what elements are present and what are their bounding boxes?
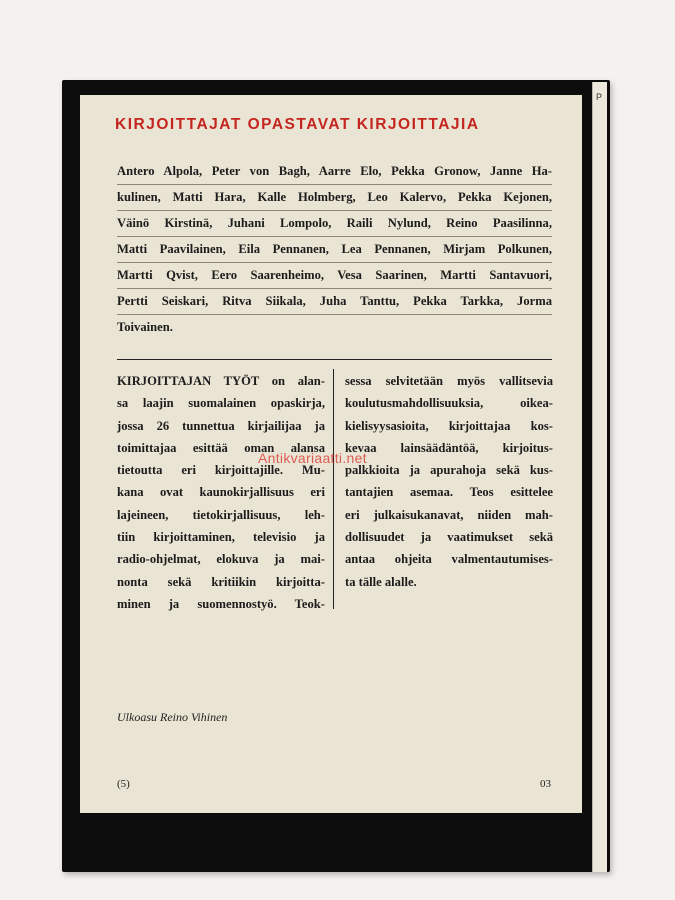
description-right-column bbox=[345, 370, 553, 593]
author-list bbox=[117, 159, 552, 340]
description-line: tiin kirjoittaminen, televisio ja bbox=[117, 530, 325, 545]
author-line: Matti Paavilainen, Eila Pennanen, Lea Pennanen, Mirjam Polkunen, bbox=[117, 237, 552, 263]
description-line: tietoutta eri kirjoittajille. Mu- bbox=[117, 463, 325, 478]
author-line: Pertti Seiskari, Ritva Siikala, Juha Tanttu, Pekka Tarkka, Jorma bbox=[117, 289, 552, 315]
book-title: KIRJOITTAJAT OPASTAVAT KIRJOITTAJIA bbox=[115, 116, 480, 133]
description-line: kevaa lainsäädäntöä, kirjoitus- bbox=[345, 440, 553, 455]
description-line: kielisyysasioita, kirjoittajaa kos- bbox=[345, 418, 553, 433]
description-line: dollisuudet ja vaatimukset sekä bbox=[345, 530, 553, 545]
description-line: palkkioita ja apurahoja sekä kus- bbox=[345, 463, 553, 478]
spine-mark: P bbox=[596, 92, 603, 102]
description-line: sessa selvitetään myös vallitsevia bbox=[345, 374, 553, 388]
description-line: eri julkaisukanavat, niiden mah- bbox=[345, 507, 553, 522]
author-line: kulinen, Matti Hara, Kalle Holmberg, Leo Kalervo, Pekka Kejonen, bbox=[117, 185, 552, 211]
description-line: lajeineen, tietokirjallisuus, leh- bbox=[117, 507, 325, 522]
designer-credit: Ulkoasu Reino Vihinen bbox=[117, 710, 228, 724]
description-line: jossa 26 tunnettua kirjailijaa ja bbox=[117, 418, 325, 433]
author-line: Toivainen. bbox=[117, 320, 173, 334]
description-line: tantajien asemaa. Teos esittelee bbox=[345, 485, 553, 500]
description-line: antaa ohjeita valmentautumises- bbox=[345, 552, 553, 567]
description-line: kana ovat kaunokirjallisuus eri bbox=[117, 485, 325, 500]
print-code-left: (5) bbox=[117, 778, 130, 790]
watermark-text: Antikvariaatti.net bbox=[258, 450, 367, 466]
description-line: koulutusmahdollisuuksia, oikea- bbox=[345, 396, 553, 411]
section-divider bbox=[117, 359, 552, 360]
author-line: Väinö Kirstinä, Juhani Lompolo, Raili Nylund, Reino Paasilinna, bbox=[117, 211, 552, 237]
description-line: minen ja suomennostyö. Teok- bbox=[117, 596, 325, 611]
description-line: ta tälle alalle. bbox=[345, 574, 417, 589]
description-left-column bbox=[117, 370, 325, 615]
description-line: KIRJOITTAJAN TYÖT on alan- bbox=[117, 374, 325, 388]
author-line: Martti Qvist, Eero Saarenheimo, Vesa Saarinen, Martti Santavuori, bbox=[117, 263, 552, 289]
author-line: Antero Alpola, Peter von Bagh, Aarre Elo, Pekka Gronow, Janne Ha- bbox=[117, 159, 552, 185]
print-code-right: 03 bbox=[540, 778, 551, 790]
description-line: toimittajaa esittää oman alansa bbox=[117, 440, 325, 455]
column-divider bbox=[333, 369, 334, 609]
description-line: radio-ohjelmat, elokuva ja mai- bbox=[117, 552, 325, 567]
book-spine-edge bbox=[592, 82, 607, 872]
description-line: nonta sekä kritiikin kirjoitta- bbox=[117, 574, 325, 589]
description-line: sa laajin suomalainen opaskirja, bbox=[117, 396, 325, 411]
